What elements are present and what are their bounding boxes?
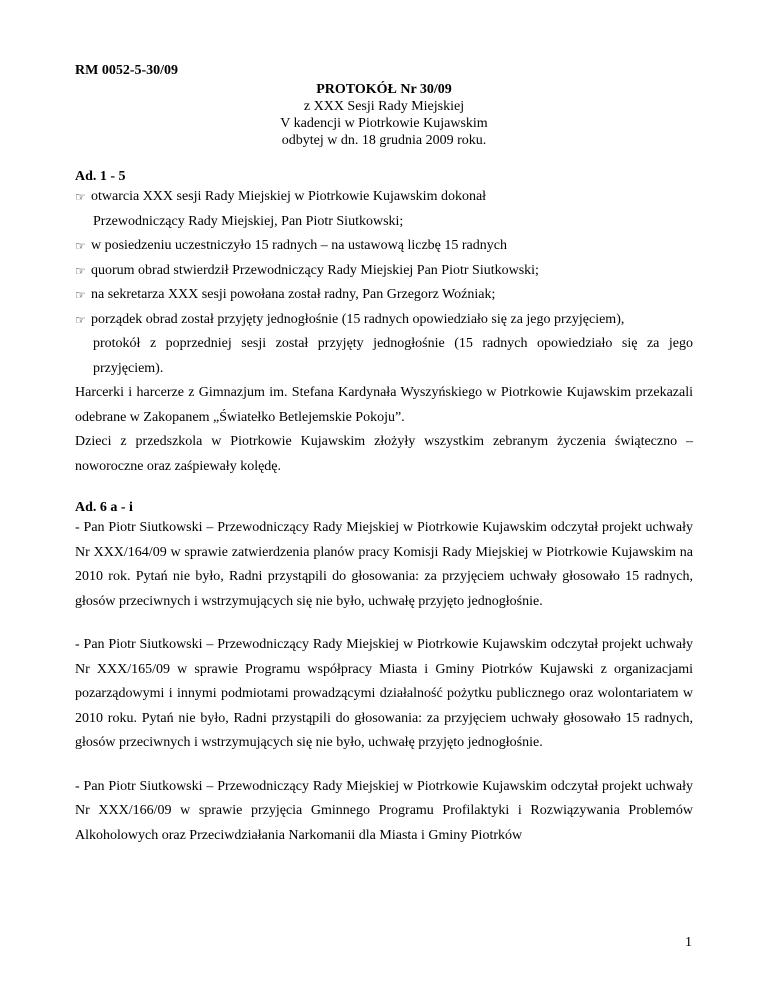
bullet-text: porządek obrad został przyjęty jednogłośnie (15 radnych opowiedziało się za jego przyjęciem),	[91, 311, 625, 327]
bullet-continuation: Przewodniczący Rady Miejskiej, Pan Piotr Siutkowski;	[93, 213, 404, 229]
bullet-item	[75, 259, 693, 284]
reference-number: RM 0052-5-30/09	[75, 63, 179, 78]
bullet-item	[75, 234, 693, 259]
hand-pointing-icon: ☞	[75, 263, 86, 278]
subtitle-line: V kadencji w Piotrkowie Kujawskim	[280, 116, 488, 131]
paragraph: Dzieci z przedszkola w Piotrkowie Kujawskim złożyły wszystkim zebranym życzenia świąteczno – noworoczne oraz zaśpiewały kolędę.	[75, 434, 693, 474]
document-title: PROTOKÓŁ Nr 30/09	[316, 82, 452, 97]
paragraph: - Pan Piotr Siutkowski – Przewodniczący Rady Miejskiej w Piotrkowie Kujawskim odczytał projekt uchwały Nr XXX/166/09 w sprawie przyjęcia Gminnego Programu Profilaktyki i Rozwiązywania Problemów Alkoholowych oraz Przeciwdziałania Narkomanii dla Miasta i Gminy Piotrków	[75, 778, 693, 843]
paragraph: - Pan Piotr Siutkowski – Przewodniczący Rady Miejskiej w Piotrkowie Kujawskim odczytał projekt uchwały Nr XXX/164/09 w sprawie zatwierdzenia planów pracy Komisji Rady Miejskiej w Piotrkowie Kujawskim na 2010 rok. Pytań nie było, Radni przystąpili do głosowania: za przyjęciem uchwały głosowało 15 radnych, głosów przeciwnych i wstrzymujących się nie było, uchwałę przyjęto jednogłośnie.	[75, 520, 693, 609]
bullet-text: w posiedzeniu uczestniczyło 15 radnych – na ustawową liczbę 15 radnych	[91, 238, 507, 253]
bullet-item	[75, 308, 693, 333]
subtitle-line: odbytej w dn. 18 grudnia 2009 roku.	[281, 133, 487, 148]
paragraph: - Pan Piotr Siutkowski – Przewodniczący Rady Miejskiej w Piotrkowie Kujawskim odczytał projekt uchwały Nr XXX/165/09 w sprawie Programu współpracy Miasta i Gminy Piotrków Kujawski z organizacjami pozarządowymi i innymi podmiotami prowadzącymi działalność pożytku publicznego oraz wolontariatem w 2010 roku. Pytań nie było, Radni przystąpili do głosowania: za przyjęciem uchwały głosowało 15 radnych, głosów przeciwnych i wstrzymujących się nie było, uchwałę przyjęto jednogłośnie.	[75, 637, 693, 750]
bullet-item	[75, 283, 693, 308]
section-heading: Ad. 1 - 5	[75, 169, 126, 184]
hand-pointing-icon: ☞	[75, 190, 86, 204]
paragraph: Harcerki i harcerze z Gimnazjum im. Stefana Kardynała Wyszyńskiego w Piotrkowie Kujawskim przekazali odebrane w Zakopanem „Światełko Betlejemskie Pokoju”.	[75, 385, 693, 425]
section-heading: Ad. 6 a - i	[75, 500, 133, 515]
bullet-text: otwarcia XXX sesji Rady Miejskiej w Piotrkowie Kujawskim dokonał	[91, 189, 487, 204]
hand-pointing-icon: ☞	[75, 288, 86, 302]
bullet-item	[75, 185, 693, 210]
document-body	[75, 167, 693, 848]
hand-pointing-icon: ☞	[75, 239, 86, 253]
bullet-continuation: protokół z poprzedniej sesji został przyjęty jednogłośnie (15 radnych opowiedziało się za jego przyjęciem).	[93, 336, 693, 376]
subtitle-line: z XXX Sesji Rady Miejskiej	[303, 99, 465, 114]
bullet-text: na sekretarza XXX sesji powołana został radny, Pan Grzegorz Woźniak;	[91, 287, 496, 302]
hand-pointing-icon: ☞	[75, 312, 86, 327]
document-header	[0, 81, 768, 149]
page-number: 1	[685, 935, 692, 950]
bullet-text: quorum obrad stwierdził Przewodniczący Rady Miejskiej Pan Piotr Siutkowski;	[91, 262, 539, 278]
